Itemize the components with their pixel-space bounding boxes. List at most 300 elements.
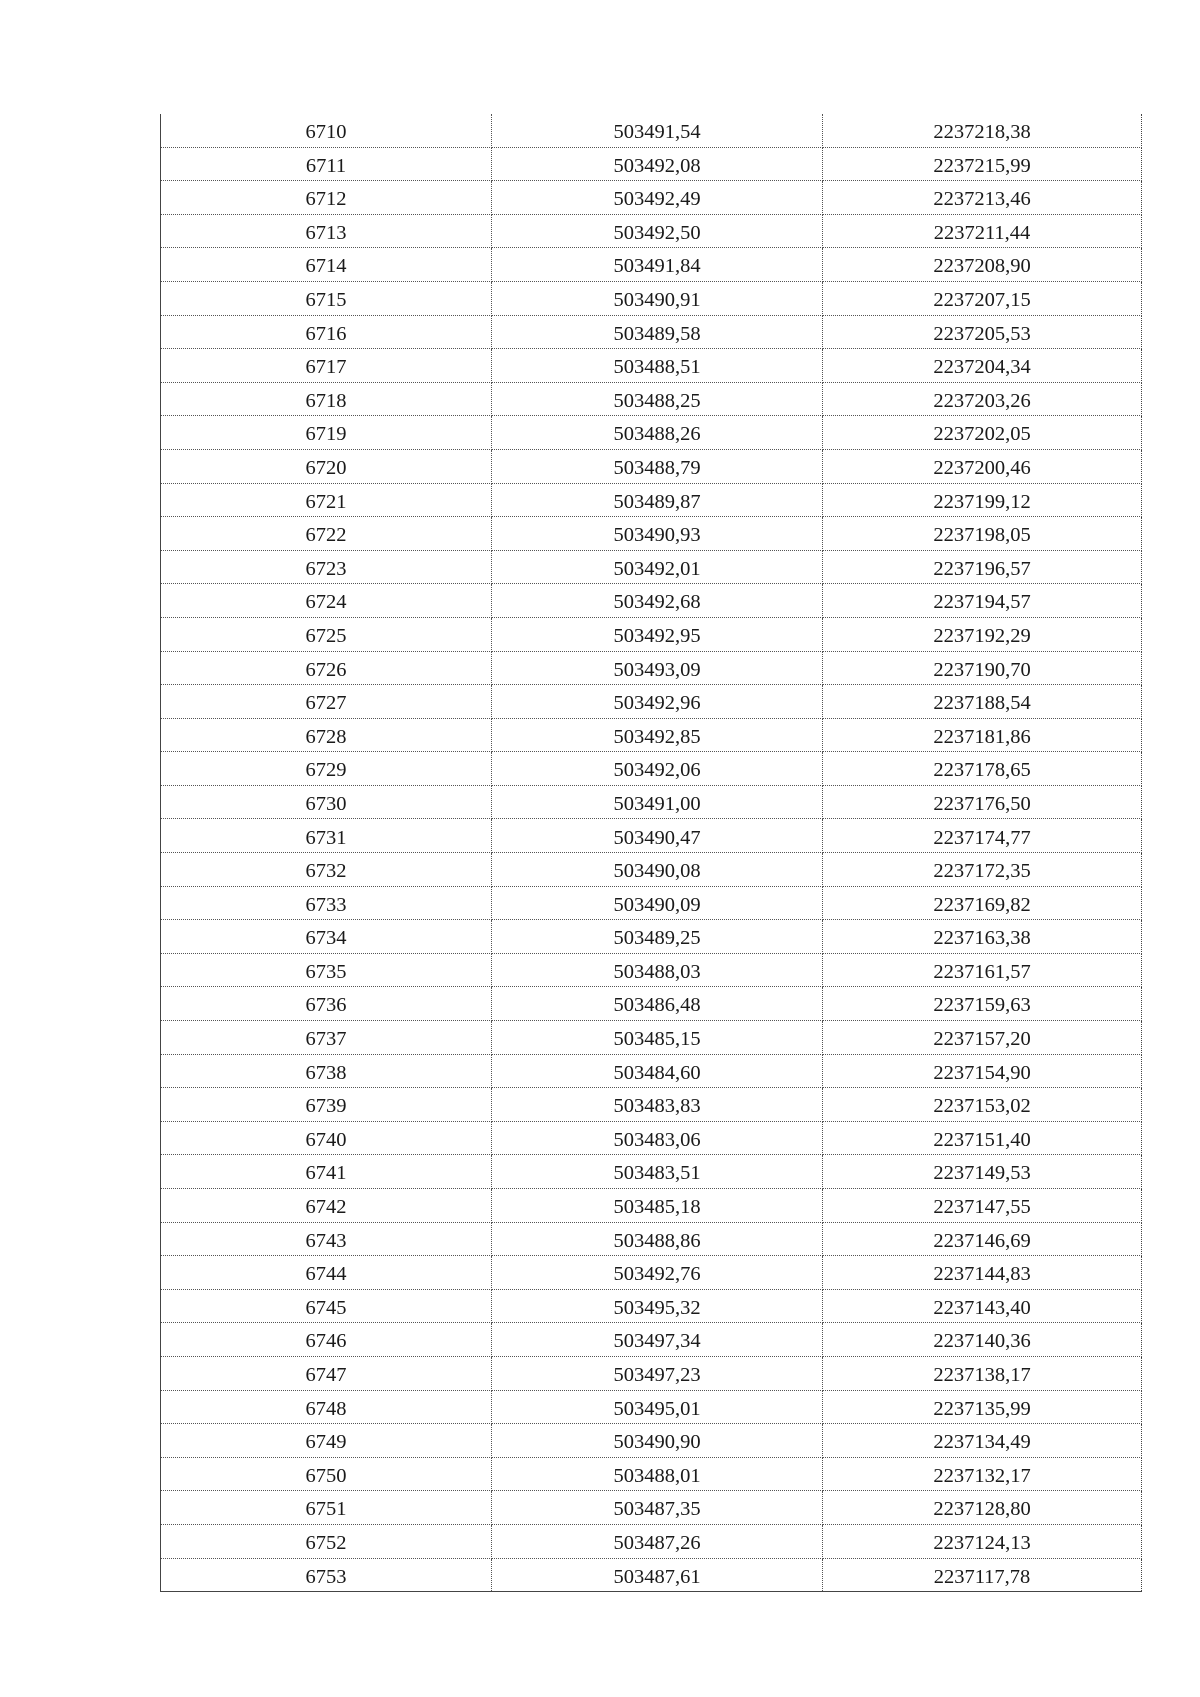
cell-text: 503497,23 (613, 1364, 701, 1387)
cell-text: 503490,09 (613, 893, 701, 916)
cell-text: 6746 (305, 1330, 347, 1353)
cell-text: 2237203,26 (933, 389, 1031, 412)
cell-text: 6714 (305, 255, 347, 278)
cell-text: 503492,76 (613, 1263, 701, 1286)
cell-text: 2237178,65 (933, 759, 1031, 782)
table-row (161, 718, 1142, 752)
y-coordinate-cell (823, 752, 1142, 786)
cell-text: 6753 (305, 1565, 347, 1588)
cell-text: 503497,34 (613, 1330, 701, 1353)
cell-text: 2237169,82 (933, 893, 1031, 916)
cell-text: 6750 (305, 1464, 347, 1487)
cell-text: 6716 (305, 322, 347, 345)
table-row (161, 349, 1142, 383)
table-row (161, 651, 1142, 685)
table-row (161, 1558, 1142, 1592)
cell-text: 503490,08 (613, 860, 701, 883)
cell-text: 6712 (305, 188, 347, 211)
cell-text: 503490,47 (613, 826, 701, 849)
x-coordinate-cell (492, 114, 823, 147)
cell-text: 6748 (305, 1397, 347, 1420)
point-number-cell (161, 1491, 492, 1525)
y-coordinate-cell (823, 785, 1142, 819)
y-coordinate-cell (823, 1155, 1142, 1189)
y-coordinate-cell (823, 114, 1142, 147)
cell-text: 6710 (305, 121, 347, 144)
table-row (161, 617, 1142, 651)
point-number-cell (161, 248, 492, 282)
table-row (161, 685, 1142, 719)
x-coordinate-cell (492, 517, 823, 551)
table-row (161, 315, 1142, 349)
cell-text: 2237196,57 (933, 557, 1031, 580)
cell-text: 2237194,57 (933, 591, 1031, 614)
cell-text: 503492,68 (613, 591, 701, 614)
x-coordinate-cell (492, 1289, 823, 1323)
point-number-cell (161, 550, 492, 584)
cell-text: 6741 (305, 1162, 347, 1185)
cell-text: 6751 (305, 1498, 347, 1521)
x-coordinate-cell (492, 1155, 823, 1189)
cell-text: 503487,61 (613, 1565, 701, 1588)
y-coordinate-cell (823, 987, 1142, 1021)
y-coordinate-cell (823, 1491, 1142, 1525)
point-number-cell (161, 1054, 492, 1088)
y-coordinate-cell (823, 718, 1142, 752)
table-row (161, 752, 1142, 786)
table-row (161, 281, 1142, 315)
cell-text: 503489,58 (613, 322, 701, 345)
point-number-cell (161, 114, 492, 147)
x-coordinate-cell (492, 953, 823, 987)
x-coordinate-cell (492, 920, 823, 954)
x-coordinate-cell (492, 1390, 823, 1424)
point-number-cell (161, 214, 492, 248)
y-coordinate-cell (823, 920, 1142, 954)
point-number-cell (161, 1424, 492, 1458)
coordinates-table-body (161, 114, 1142, 1592)
cell-text: 2237153,02 (933, 1095, 1031, 1118)
cell-text: 503488,03 (613, 960, 701, 983)
x-coordinate-cell (492, 1323, 823, 1357)
point-number-cell (161, 987, 492, 1021)
table-row (161, 1491, 1142, 1525)
cell-text: 2237143,40 (933, 1296, 1031, 1319)
cell-text: 6739 (305, 1095, 347, 1118)
cell-text: 503487,35 (613, 1498, 701, 1521)
cell-text: 2237161,57 (933, 960, 1031, 983)
point-number-cell (161, 685, 492, 719)
y-coordinate-cell (823, 382, 1142, 416)
cell-text: 6749 (305, 1431, 347, 1454)
cell-text: 503483,83 (613, 1095, 701, 1118)
cell-text: 503489,25 (613, 927, 701, 950)
cell-text: 6745 (305, 1296, 347, 1319)
cell-text: 503491,54 (613, 121, 701, 144)
point-number-cell (161, 1356, 492, 1390)
cell-text: 6738 (305, 1061, 347, 1084)
point-number-cell (161, 517, 492, 551)
cell-text: 6732 (305, 860, 347, 883)
cell-text: 2237163,38 (933, 927, 1031, 950)
table-row (161, 1390, 1142, 1424)
x-coordinate-cell (492, 685, 823, 719)
cell-text: 6747 (305, 1364, 347, 1387)
cell-text: 2237128,80 (933, 1498, 1031, 1521)
point-number-cell (161, 953, 492, 987)
cell-text: 6715 (305, 289, 347, 312)
x-coordinate-cell (492, 886, 823, 920)
x-coordinate-cell (492, 382, 823, 416)
cell-text: 2237176,50 (933, 792, 1031, 815)
x-coordinate-cell (492, 1121, 823, 1155)
x-coordinate-cell (492, 1088, 823, 1122)
x-coordinate-cell (492, 1356, 823, 1390)
point-number-cell (161, 147, 492, 181)
cell-text: 2237135,99 (933, 1397, 1031, 1420)
cell-text: 503484,60 (613, 1061, 701, 1084)
cell-text: 503487,26 (613, 1531, 701, 1554)
y-coordinate-cell (823, 1121, 1142, 1155)
x-coordinate-cell (492, 617, 823, 651)
y-coordinate-cell (823, 449, 1142, 483)
cell-text: 503492,01 (613, 557, 701, 580)
point-number-cell (161, 1088, 492, 1122)
table-row (161, 483, 1142, 517)
cell-text: 6744 (305, 1263, 347, 1286)
cell-text: 6728 (305, 725, 347, 748)
y-coordinate-cell (823, 651, 1142, 685)
y-coordinate-cell (823, 886, 1142, 920)
x-coordinate-cell (492, 819, 823, 853)
point-number-cell (161, 1323, 492, 1357)
table-row (161, 953, 1142, 987)
cell-text: 2237172,35 (933, 860, 1031, 883)
y-coordinate-cell (823, 1524, 1142, 1558)
x-coordinate-cell (492, 1524, 823, 1558)
x-coordinate-cell (492, 248, 823, 282)
x-coordinate-cell (492, 1256, 823, 1290)
table-row (161, 1323, 1142, 1357)
point-number-cell (161, 853, 492, 887)
table-row (161, 819, 1142, 853)
table-row (161, 1189, 1142, 1223)
point-number-cell (161, 483, 492, 517)
y-coordinate-cell (823, 281, 1142, 315)
y-coordinate-cell (823, 853, 1142, 887)
cell-text: 6718 (305, 389, 347, 412)
x-coordinate-cell (492, 281, 823, 315)
x-coordinate-cell (492, 181, 823, 215)
cell-text: 6734 (305, 927, 347, 950)
cell-text: 6724 (305, 591, 347, 614)
cell-text: 503490,90 (613, 1431, 701, 1454)
coordinates-table (160, 114, 1142, 1592)
y-coordinate-cell (823, 248, 1142, 282)
cell-text: 503492,95 (613, 624, 701, 647)
point-number-cell (161, 1524, 492, 1558)
table-row (161, 1457, 1142, 1491)
cell-text: 2237132,17 (933, 1464, 1031, 1487)
x-coordinate-cell (492, 1222, 823, 1256)
cell-text: 2237192,29 (933, 624, 1031, 647)
x-coordinate-cell (492, 483, 823, 517)
table-row (161, 785, 1142, 819)
cell-text: 2237154,90 (933, 1061, 1031, 1084)
cell-text: 503491,84 (613, 255, 701, 278)
point-number-cell (161, 449, 492, 483)
table-row (161, 382, 1142, 416)
point-number-cell (161, 886, 492, 920)
table-row (161, 1424, 1142, 1458)
x-coordinate-cell (492, 214, 823, 248)
x-coordinate-cell (492, 449, 823, 483)
cell-text: 6727 (305, 692, 347, 715)
y-coordinate-cell (823, 1323, 1142, 1357)
y-coordinate-cell (823, 147, 1142, 181)
cell-text: 2237147,55 (933, 1196, 1031, 1219)
y-coordinate-cell (823, 349, 1142, 383)
x-coordinate-cell (492, 718, 823, 752)
x-coordinate-cell (492, 1457, 823, 1491)
cell-text: 503492,08 (613, 154, 701, 177)
point-number-cell (161, 181, 492, 215)
cell-text: 6730 (305, 792, 347, 815)
cell-text: 2237190,70 (933, 658, 1031, 681)
point-number-cell (161, 1289, 492, 1323)
cell-text: 2237207,15 (933, 289, 1031, 312)
table-row (161, 1356, 1142, 1390)
x-coordinate-cell (492, 147, 823, 181)
x-coordinate-cell (492, 1491, 823, 1525)
table-row (161, 1088, 1142, 1122)
cell-text: 503490,91 (613, 289, 701, 312)
x-coordinate-cell (492, 1424, 823, 1458)
cell-text: 2237218,38 (933, 121, 1031, 144)
cell-text: 503495,32 (613, 1296, 701, 1319)
point-number-cell (161, 617, 492, 651)
point-number-cell (161, 1021, 492, 1055)
x-coordinate-cell (492, 584, 823, 618)
y-coordinate-cell (823, 617, 1142, 651)
cell-text: 6713 (305, 221, 347, 244)
cell-text: 503492,50 (613, 221, 701, 244)
table-row (161, 214, 1142, 248)
cell-text: 503488,79 (613, 456, 701, 479)
x-coordinate-cell (492, 315, 823, 349)
y-coordinate-cell (823, 1424, 1142, 1458)
cell-text: 6742 (305, 1196, 347, 1219)
table-row (161, 1524, 1142, 1558)
table-row (161, 1054, 1142, 1088)
table-row (161, 517, 1142, 551)
table-row (161, 987, 1142, 1021)
cell-text: 503483,06 (613, 1128, 701, 1151)
cell-text: 503492,85 (613, 725, 701, 748)
cell-text: 6726 (305, 658, 347, 681)
cell-text: 2237149,53 (933, 1162, 1031, 1185)
point-number-cell (161, 281, 492, 315)
point-number-cell (161, 752, 492, 786)
cell-text: 2237151,40 (933, 1128, 1031, 1151)
cell-text: 6735 (305, 960, 347, 983)
cell-text: 503495,01 (613, 1397, 701, 1420)
cell-text: 503492,49 (613, 188, 701, 211)
point-number-cell (161, 349, 492, 383)
y-coordinate-cell (823, 953, 1142, 987)
cell-text: 6740 (305, 1128, 347, 1151)
y-coordinate-cell (823, 1558, 1142, 1592)
cell-text: 2237211,44 (933, 221, 1031, 244)
x-coordinate-cell (492, 1189, 823, 1223)
y-coordinate-cell (823, 1189, 1142, 1223)
cell-text: 503488,51 (613, 356, 701, 379)
cell-text: 503490,93 (613, 524, 701, 547)
cell-text: 2237200,46 (933, 456, 1031, 479)
y-coordinate-cell (823, 1457, 1142, 1491)
y-coordinate-cell (823, 1222, 1142, 1256)
x-coordinate-cell (492, 1021, 823, 1055)
cell-text: 503488,26 (613, 423, 701, 446)
point-number-cell (161, 1222, 492, 1256)
point-number-cell (161, 416, 492, 450)
x-coordinate-cell (492, 1054, 823, 1088)
cell-text: 503489,87 (613, 490, 701, 513)
table-row (161, 920, 1142, 954)
point-number-cell (161, 819, 492, 853)
y-coordinate-cell (823, 1390, 1142, 1424)
cell-text: 6717 (305, 356, 347, 379)
cell-text: 2237205,53 (933, 322, 1031, 345)
cell-text: 503488,01 (613, 1464, 701, 1487)
table-row (161, 147, 1142, 181)
cell-text: 6720 (305, 456, 347, 479)
point-number-cell (161, 1155, 492, 1189)
point-number-cell (161, 382, 492, 416)
point-number-cell (161, 920, 492, 954)
cell-text: 503488,86 (613, 1229, 701, 1252)
cell-text: 2237202,05 (933, 423, 1031, 446)
cell-text: 6729 (305, 759, 347, 782)
cell-text: 2237157,20 (933, 1028, 1031, 1051)
point-number-cell (161, 785, 492, 819)
cell-text: 2237134,49 (933, 1431, 1031, 1454)
y-coordinate-cell (823, 1356, 1142, 1390)
cell-text: 503493,09 (613, 658, 701, 681)
y-coordinate-cell (823, 584, 1142, 618)
cell-text: 2237213,46 (933, 188, 1031, 211)
point-number-cell (161, 1558, 492, 1592)
x-coordinate-cell (492, 752, 823, 786)
y-coordinate-cell (823, 1088, 1142, 1122)
table-row (161, 1289, 1142, 1323)
x-coordinate-cell (492, 349, 823, 383)
table-row (161, 114, 1142, 147)
y-coordinate-cell (823, 1021, 1142, 1055)
y-coordinate-cell (823, 483, 1142, 517)
y-coordinate-cell (823, 517, 1142, 551)
point-number-cell (161, 315, 492, 349)
y-coordinate-cell (823, 819, 1142, 853)
cell-text: 2237204,34 (933, 356, 1031, 379)
table-row (161, 853, 1142, 887)
y-coordinate-cell (823, 550, 1142, 584)
y-coordinate-cell (823, 181, 1142, 215)
cell-text: 6752 (305, 1531, 347, 1554)
x-coordinate-cell (492, 785, 823, 819)
cell-text: 2237159,63 (933, 994, 1031, 1017)
cell-text: 503483,51 (613, 1162, 701, 1185)
point-number-cell (161, 651, 492, 685)
cell-text: 503488,25 (613, 389, 701, 412)
table-row (161, 1222, 1142, 1256)
cell-text: 2237198,05 (933, 524, 1031, 547)
point-number-cell (161, 1457, 492, 1491)
cell-text: 6743 (305, 1229, 347, 1252)
cell-text: 6736 (305, 994, 347, 1017)
table-row (161, 416, 1142, 450)
cell-text: 6721 (305, 490, 347, 513)
x-coordinate-cell (492, 651, 823, 685)
y-coordinate-cell (823, 214, 1142, 248)
table-row (161, 584, 1142, 618)
point-number-cell (161, 584, 492, 618)
x-coordinate-cell (492, 550, 823, 584)
point-number-cell (161, 1121, 492, 1155)
cell-text: 6733 (305, 893, 347, 916)
cell-text: 6731 (305, 826, 347, 849)
cell-text: 2237174,77 (933, 826, 1031, 849)
cell-text: 503491,00 (613, 792, 701, 815)
point-number-cell (161, 1390, 492, 1424)
cell-text: 2237215,99 (933, 154, 1031, 177)
table-row (161, 248, 1142, 282)
point-number-cell (161, 1256, 492, 1290)
table-row (161, 1021, 1142, 1055)
point-number-cell (161, 718, 492, 752)
y-coordinate-cell (823, 416, 1142, 450)
cell-text: 503486,48 (613, 994, 701, 1017)
cell-text: 503492,96 (613, 692, 701, 715)
cell-text: 503492,06 (613, 759, 701, 782)
y-coordinate-cell (823, 1289, 1142, 1323)
cell-text: 2237188,54 (933, 692, 1031, 715)
cell-text: 6723 (305, 557, 347, 580)
y-coordinate-cell (823, 685, 1142, 719)
cell-text: 2237138,17 (933, 1364, 1031, 1387)
cell-text: 6722 (305, 524, 347, 547)
table-row (161, 449, 1142, 483)
cell-text: 2237124,13 (933, 1531, 1031, 1554)
cell-text: 2237117,78 (933, 1565, 1031, 1588)
x-coordinate-cell (492, 1558, 823, 1592)
cell-text: 6737 (305, 1028, 347, 1051)
x-coordinate-cell (492, 416, 823, 450)
point-number-cell (161, 1189, 492, 1223)
table-row (161, 181, 1142, 215)
cell-text: 2237199,12 (933, 490, 1031, 513)
table-row (161, 550, 1142, 584)
y-coordinate-cell (823, 1054, 1142, 1088)
cell-text: 503485,18 (613, 1196, 701, 1219)
cell-text: 503485,15 (613, 1028, 701, 1051)
cell-text: 6719 (305, 423, 347, 446)
cell-text: 2237181,86 (933, 725, 1031, 748)
x-coordinate-cell (492, 987, 823, 1021)
cell-text: 2237208,90 (933, 255, 1031, 278)
table-row (161, 1155, 1142, 1189)
table-row (161, 886, 1142, 920)
